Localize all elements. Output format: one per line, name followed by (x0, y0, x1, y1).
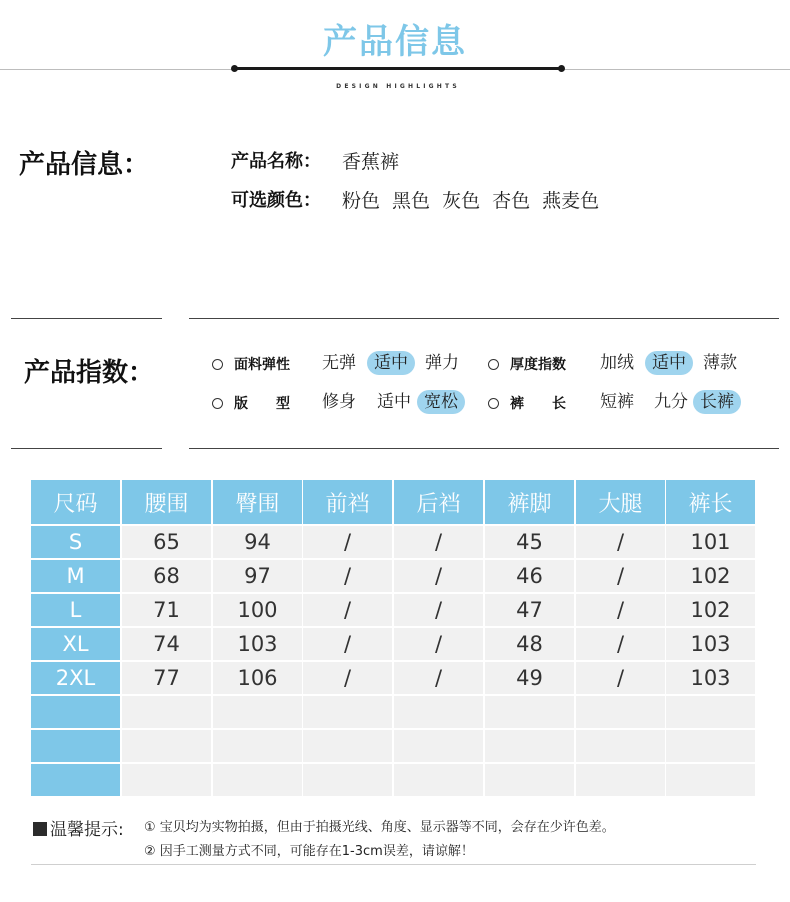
table-header-cell: 后裆 (394, 480, 483, 524)
table-row (31, 594, 756, 628)
tip-line-2: ② 因手工测量方式不同，可能存在1-3cm误差，请谅解！ (144, 844, 474, 859)
table-cell (394, 696, 483, 728)
table-cell: 101 (666, 526, 755, 558)
table-row (31, 730, 756, 764)
table-cell: 103 (666, 662, 755, 694)
index-key: 裤 长 (510, 396, 566, 412)
header-dot-left (231, 65, 238, 72)
divider-top-left (11, 318, 162, 319)
square-bullet-icon (33, 822, 47, 836)
table-cell: 46 (485, 560, 574, 592)
index-option-selected: 长裤 (693, 390, 741, 414)
table-cell: / (576, 628, 665, 660)
circle-bullet-icon (488, 359, 499, 370)
size-label-cell (31, 696, 120, 728)
table-cell: 74 (122, 628, 211, 660)
table-cell: 65 (122, 526, 211, 558)
table-cell (485, 730, 574, 762)
table-cell (485, 764, 574, 796)
color-options-key: 可选颜色： (231, 190, 321, 211)
index-option: 适中 (377, 392, 411, 412)
table-cell: / (576, 594, 665, 626)
table-header-cell: 裤长 (666, 480, 755, 524)
table-header-cell: 裤脚 (485, 480, 574, 524)
tips-label-wrap (33, 815, 124, 840)
table-cell: / (576, 662, 665, 694)
table-cell: / (303, 526, 392, 558)
circle-bullet-icon (212, 398, 223, 409)
table-row (31, 526, 756, 560)
table-header-cell: 腰围 (122, 480, 211, 524)
table-cell: / (394, 560, 483, 592)
size-label-cell: XL (31, 628, 120, 660)
size-label-cell (31, 764, 120, 796)
page-title: 产品信息 (323, 22, 467, 62)
index-option: 九分 (654, 392, 688, 412)
index-key: 版 型 (234, 396, 290, 412)
table-cell: 102 (666, 560, 755, 592)
divider-bottom-right (189, 448, 779, 449)
table-cell: 106 (213, 662, 302, 694)
table-cell: / (303, 628, 392, 660)
table-cell: 97 (213, 560, 302, 592)
table-cell (303, 730, 392, 762)
page-subtitle: DESIGN HIGHLIGHTS (336, 83, 460, 90)
tip-line-1: ① 宝贝均为实物拍摄，但由于拍摄光线、角度、显示器等不同，会存在少许色差。 (144, 820, 615, 835)
size-label-cell: 2XL (31, 662, 120, 694)
table-cell: 68 (122, 560, 211, 592)
table-header-cell: 前裆 (303, 480, 392, 524)
table-cell (576, 696, 665, 728)
size-label-cell: M (31, 560, 120, 592)
table-row (31, 662, 756, 696)
table-header-cell: 尺码 (31, 480, 120, 524)
index-option-selected: 适中 (367, 351, 415, 375)
table-header-cell: 大腿 (576, 480, 665, 524)
table-cell: 103 (213, 628, 302, 660)
size-label-cell: L (31, 594, 120, 626)
table-cell: / (303, 662, 392, 694)
table-cell: 103 (666, 628, 755, 660)
table-cell (303, 696, 392, 728)
table-header-cell: 臀围 (213, 480, 302, 524)
table-cell (394, 764, 483, 796)
table-cell: / (576, 526, 665, 558)
table-cell (122, 764, 211, 796)
size-table (31, 480, 756, 798)
table-row (31, 628, 756, 662)
table-cell (576, 730, 665, 762)
header-accent-bar (234, 67, 562, 70)
table-cell: / (576, 560, 665, 592)
header-dot-right (558, 65, 565, 72)
product-info-label: 产品信息： (19, 150, 150, 180)
table-cell: / (394, 526, 483, 558)
table-cell: / (394, 628, 483, 660)
circle-bullet-icon (212, 359, 223, 370)
table-cell (666, 764, 755, 796)
size-label-cell (31, 730, 120, 762)
table-row (31, 696, 756, 730)
index-option: 短裤 (600, 392, 634, 412)
table-cell: / (303, 560, 392, 592)
index-key: 厚度指数 (510, 357, 566, 373)
product-name-key: 产品名称： (231, 151, 321, 172)
table-cell: 47 (485, 594, 574, 626)
table-cell: 45 (485, 526, 574, 558)
table-row (31, 764, 756, 798)
divider-top-right (189, 318, 779, 319)
table-cell: 77 (122, 662, 211, 694)
index-option: 无弹 (322, 353, 356, 373)
table-row (31, 560, 756, 594)
size-label-cell: S (31, 526, 120, 558)
product-name-value: 香蕉裤 (342, 151, 400, 173)
table-cell: / (303, 594, 392, 626)
table-cell (213, 696, 302, 728)
table-cell: / (394, 662, 483, 694)
table-cell: 49 (485, 662, 574, 694)
index-option: 薄款 (703, 353, 737, 373)
divider-bottom-left (11, 448, 162, 449)
index-key: 面料弹性 (234, 357, 290, 373)
index-option-selected: 宽松 (417, 390, 465, 414)
table-header-row (31, 480, 756, 524)
table-cell (122, 730, 211, 762)
index-option: 修身 (322, 392, 356, 412)
table-cell: 48 (485, 628, 574, 660)
table-cell (213, 764, 302, 796)
circle-bullet-icon (488, 398, 499, 409)
table-cell: 100 (213, 594, 302, 626)
product-index-label: 产品指数： (24, 358, 155, 388)
tips-label: 温馨提示: (50, 820, 124, 840)
footer-divider (31, 864, 756, 865)
table-cell (303, 764, 392, 796)
table-cell (213, 730, 302, 762)
table-cell (576, 764, 665, 796)
table-cell: / (394, 594, 483, 626)
table-cell: 71 (122, 594, 211, 626)
table-cell (666, 730, 755, 762)
index-option: 加绒 (600, 353, 634, 373)
table-cell (666, 696, 755, 728)
index-option-selected: 适中 (645, 351, 693, 375)
table-cell (394, 730, 483, 762)
index-option: 弹力 (425, 353, 459, 373)
color-options-value: 粉色 黑色 灰色 杏色 燕麦色 (342, 190, 600, 212)
table-cell (485, 696, 574, 728)
table-cell (122, 696, 211, 728)
table-cell: 102 (666, 594, 755, 626)
table-cell: 94 (213, 526, 302, 558)
